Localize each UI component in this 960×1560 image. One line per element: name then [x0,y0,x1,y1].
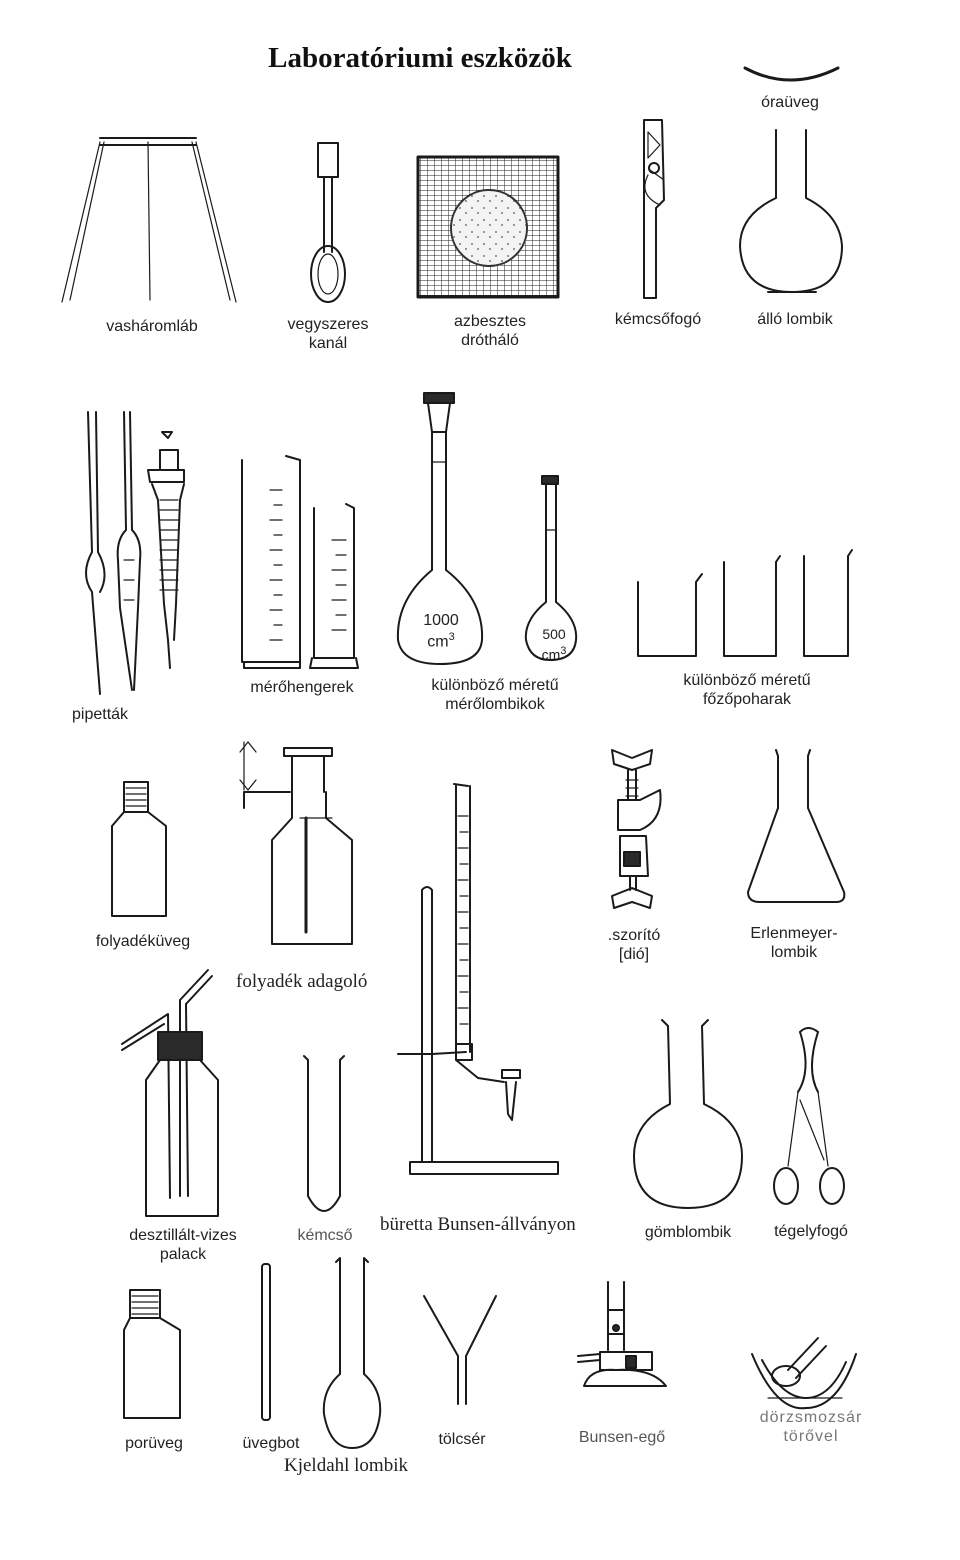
label-spoon: vegyszeres kanál [287,316,369,352]
wash-bottle-drawing [122,970,218,1216]
volume-500-value: 500 [542,626,566,642]
round-flask-drawing [634,1020,742,1208]
volume-500-unit: cm [541,646,561,663]
volume-label-1000 [408,612,474,650]
label-volumetric-flasks: különböző méretű mérőlombikok [431,677,559,713]
volume-label-500 [530,626,578,664]
label-glass-rod: üvegbot [242,1435,300,1452]
label-tripod: vasháromláb [106,318,198,335]
label-clamp-holder: .szorító [dió] [607,927,661,963]
label-liquid-bottle: folyadéküveg [95,933,191,950]
liquid-bottle-drawing [112,782,166,916]
standing-flask-drawing [740,130,842,292]
test-tube-holder-drawing [644,120,664,298]
label-standing-flask: álló lombik [757,311,833,328]
page-title: Laboratóriumi eszközök [268,42,572,74]
clamp-holder-drawing [612,750,661,908]
watch-glass-drawing [745,68,838,80]
volume-1000-unit: cm [427,633,449,651]
pipettes-drawing [86,412,184,694]
label-round-flask: gömblombik [644,1224,732,1241]
powder-bottle-drawing [124,1290,180,1418]
test-tube-drawing [304,1056,344,1211]
measuring-cylinders-drawing [242,456,358,668]
mortar-pestle-drawing [752,1338,856,1408]
liquid-dispenser-drawing [240,742,352,944]
bunsen-burner-drawing [578,1282,666,1386]
volume-1000-exp: 3 [448,631,455,643]
crucible-tongs-drawing [774,1028,844,1204]
glass-rod-drawing [262,1264,270,1420]
label-funnel: tölcsér [438,1431,486,1448]
burette-stand-drawing [398,784,558,1174]
label-watch-glass: óraüveg [761,94,819,111]
spoon-drawing [311,143,345,302]
label-beakers: különböző méretű főzőpoharak [683,672,811,708]
label-test-tube: kémcső [297,1227,353,1244]
label-measuring-cylinders: mérőhengerek [250,679,354,696]
label-powder-bottle: porüveg [125,1435,183,1452]
label-bunsen-burner: Bunsen-egő [578,1429,666,1446]
funnel-drawing [424,1296,496,1404]
volume-500-exp: 3 [560,645,567,657]
beakers-drawing [638,550,852,656]
label-wash-bottle: desztillált-vizes palack [129,1227,237,1263]
tripod-drawing [62,138,236,302]
erlenmeyer-flask-drawing [748,750,844,902]
label-liquid-dispenser: folyadék adagoló [236,971,368,992]
wire-gauze-drawing [418,157,558,297]
label-mortar-pestle: dörzsmozsár törővel [759,1409,863,1445]
label-kjeldahl-flask: Kjeldahl lombik [283,1455,408,1476]
label-wire-gauze: azbesztes drótháló [453,313,527,349]
kjeldahl-flask-drawing [324,1258,380,1448]
label-burette-stand: büretta Bunsen-állványon [380,1214,576,1235]
label-crucible-tongs: tégelyfogó [774,1223,848,1240]
label-erlenmeyer: Erlenmeyer- lombik [750,925,838,961]
volume-1000-value: 1000 [423,612,459,629]
label-pipettes: pipetták [72,706,129,723]
label-test-tube-holder: kémcsőfogó [614,311,702,328]
